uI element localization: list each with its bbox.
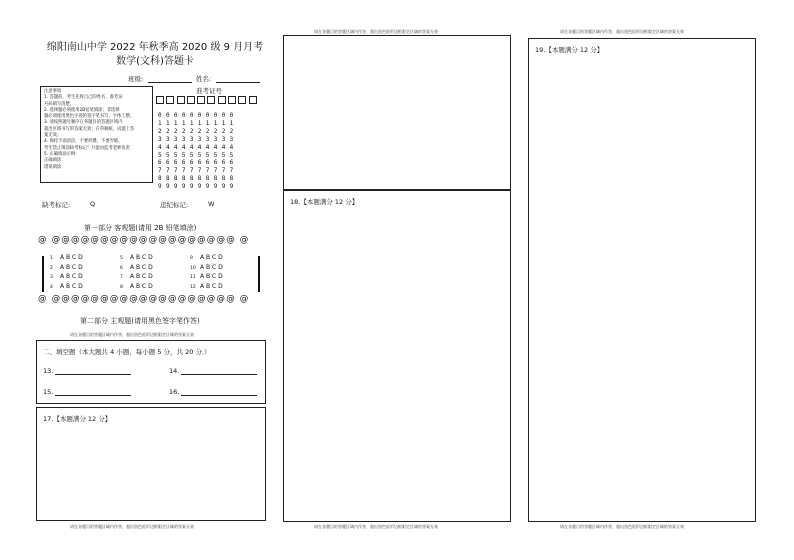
- answer-box-18[interactable]: [283, 190, 511, 522]
- blank-15-field[interactable]: [55, 395, 131, 396]
- question-row[interactable]: 8 A B C D: [120, 282, 153, 290]
- name-field[interactable]: [216, 82, 260, 83]
- part2-title: 第二部分 主观题(请用黑色签字笔作答): [80, 317, 200, 325]
- answer-box-19[interactable]: [528, 38, 756, 522]
- answer-box-17[interactable]: [36, 407, 266, 521]
- exam-id-label: 准考证号: [196, 87, 222, 95]
- question-row[interactable]: 9 A B C D: [190, 254, 223, 261]
- absent-label: 缺考标记:: [42, 201, 71, 209]
- left-timing-bar: [42, 256, 44, 292]
- question-row[interactable]: 2 A B C D: [50, 263, 83, 271]
- note-line: 超出区域书写的答案无效；在草稿纸、试题上答: [44, 126, 135, 132]
- fill-in-title: 二、填空题（本大题共 4 小题，每小题 5 分，共 20 分.）: [43, 348, 211, 356]
- digit-row[interactable]: 3333333333: [158, 135, 238, 143]
- note-line: 题必须使用黑色字迹的签字笔书写，字体工整、: [44, 114, 135, 120]
- digit-row[interactable]: 0000000000: [158, 112, 238, 119]
- answer-group-2[interactable]: [120, 254, 153, 292]
- blank-label-15: 15.: [43, 388, 54, 396]
- q19-label: 19.【本题满分 12 分】: [535, 46, 604, 54]
- question-row[interactable]: 3 A B C D: [50, 273, 83, 281]
- question-row[interactable]: 7 A B C D: [120, 273, 153, 281]
- absent-mark[interactable]: Q: [90, 200, 96, 208]
- blank-label-14: 14.: [169, 367, 180, 375]
- page-title: 绵阳南山中学 2022 年秋季高 2020 级 9 月月考: [46, 42, 264, 53]
- exam-id-bubbles[interactable]: [158, 112, 238, 191]
- answer-group-1[interactable]: [50, 254, 83, 292]
- notes-title: 注意事项: [44, 89, 62, 94]
- note-line: 考生禁止填涂缺考标记！只能由监考老师负责: [44, 145, 130, 151]
- question-row[interactable]: 10 A B C D: [190, 263, 223, 271]
- answer-box-16-continued[interactable]: [283, 35, 511, 190]
- answer-area-notice: 请在各题目的答题区域内作答，超出黑色矩形边框限定区域的答案无效: [560, 29, 684, 34]
- answer-area-notice: 请在各题目的答题区域内作答，超出黑色矩形边框限定区域的答案无效: [70, 332, 194, 337]
- answer-area-notice: 请在各题目的答题区域内作答，超出黑色矩形边框限定区域的答案无效: [560, 524, 684, 529]
- note-line: 3. 请按照题号顺序在各题目的答题区域内: [44, 120, 123, 126]
- violation-label: 违纪标记:: [160, 201, 189, 209]
- digit-row[interactable]: 9999999999: [158, 183, 238, 191]
- violation-mark[interactable]: W: [208, 200, 215, 208]
- digit-row[interactable]: 2222222222: [158, 127, 238, 135]
- timing-marks-top: @ @@@@@@@@@@@@@@@@@@@ @: [38, 235, 250, 245]
- answer-group-3[interactable]: [190, 254, 223, 292]
- note-line: 号码填写清楚。: [44, 101, 75, 107]
- notes-box: [40, 86, 153, 183]
- right-timing-bar: [258, 256, 260, 292]
- question-row[interactable]: 5 A B C D: [120, 254, 153, 261]
- answer-area-notice: 请在各题目的答题区域内作答，超出黑色矩形边框限定区域的答案无效: [70, 524, 194, 529]
- blank-16-field[interactable]: [181, 395, 257, 396]
- digit-row[interactable]: 8888888888: [158, 175, 238, 183]
- q17-label: 17.【本题满分 12 分】: [43, 415, 112, 423]
- blank-13-field[interactable]: [55, 374, 131, 375]
- digit-row[interactable]: 1111111111: [158, 119, 238, 127]
- digit-row[interactable]: 7777777777: [158, 167, 238, 175]
- class-field[interactable]: [148, 82, 192, 83]
- note-line: 5. 正确填涂示例：: [44, 151, 80, 157]
- note-line: 错误填涂：: [44, 164, 66, 170]
- note-line: 2. 选择题必须使用2B铅笔填涂；非选择: [44, 107, 120, 113]
- q18-label: 18.【本题满分 12 分】: [290, 198, 359, 206]
- answer-area-notice: 请在各题目的答题区域内作答，超出黑色矩形边框限定区域的答案无效: [314, 524, 438, 529]
- question-row[interactable]: 12 A B C D: [190, 282, 223, 290]
- fill-in-section: [36, 340, 266, 404]
- timing-marks-bottom: @ @@@@@@@@@@@@@@@@@@@ @: [38, 294, 250, 304]
- answer-area-notice: 请在各题目的答题区域内作答，超出黑色矩形边框限定区域的答案无效: [314, 29, 438, 34]
- part1-title: 第一部分 客观题(请用 2B 铅笔填涂): [84, 224, 197, 232]
- question-row[interactable]: 4 A B C D: [50, 282, 83, 290]
- note-line: 案无效。: [44, 133, 62, 139]
- exam-id-cells[interactable]: [156, 96, 259, 104]
- note-line: 正确填涂：: [44, 158, 66, 164]
- class-label: 班级:: [128, 75, 144, 83]
- digit-row[interactable]: 6666666666: [158, 159, 238, 167]
- name-label: 姓名:: [196, 75, 212, 83]
- blank-14-field[interactable]: [181, 374, 257, 375]
- digit-row[interactable]: 4444444444: [158, 143, 238, 151]
- note-line: 1. 答题前，考生先将自己的姓名、准考证: [44, 95, 123, 101]
- question-row[interactable]: 6 A B C D: [120, 263, 153, 271]
- question-row[interactable]: 1 A B C D: [50, 254, 83, 261]
- blank-label-16: 16.: [169, 388, 180, 396]
- blank-label-13: 13.: [43, 367, 54, 375]
- page-subtitle: 数学(文科)答题卡: [116, 56, 194, 67]
- note-line: 4. 保持卡面清洁，不要折叠、不要弄破、: [44, 139, 123, 145]
- digit-row[interactable]: 5555555555: [158, 151, 238, 159]
- question-row[interactable]: 11 A B C D: [190, 273, 223, 281]
